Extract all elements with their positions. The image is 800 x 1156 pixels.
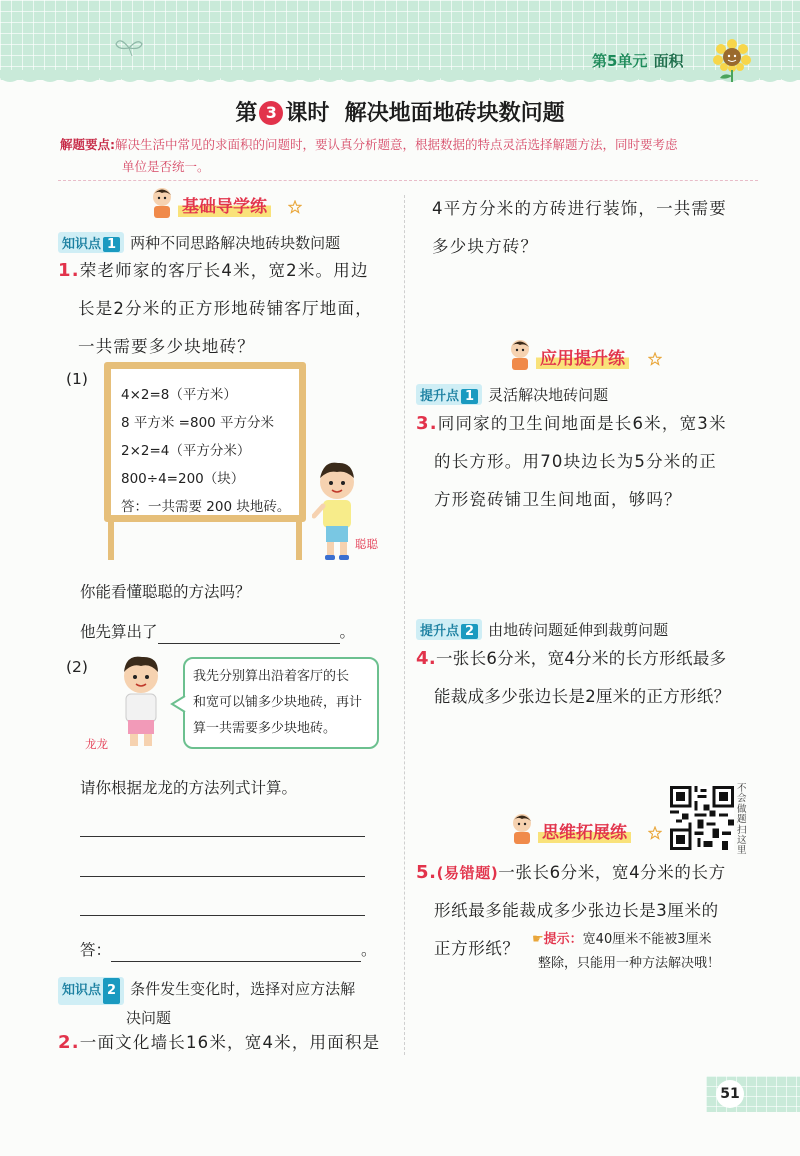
boy-longlong-illustration <box>112 654 170 750</box>
board-leg-left <box>108 520 114 560</box>
title-text: 课时 解决地面地砖块数问题 <box>285 101 565 126</box>
q4-number: 4. <box>416 648 436 669</box>
page-title <box>0 96 800 127</box>
speech-bubble <box>183 657 379 749</box>
kp2-line2: 决问题 <box>126 1009 172 1027</box>
knowledge-point-1 <box>58 232 340 253</box>
q3-line3: 方形瓷砖铺卫生间地面，够吗？ <box>434 490 682 509</box>
q5-tag: (易错题) <box>436 864 499 882</box>
q3-line2: 的长方形。用70块边长为5分米的正 <box>434 452 717 471</box>
q5-number: 5. <box>416 862 437 883</box>
sunflower-icon <box>710 36 754 82</box>
key-points-line2: 单位是否统一。 <box>122 159 210 174</box>
q4-line2: 能裁成多少张边长是2厘米的正方形纸？ <box>434 687 731 706</box>
question-2-continued <box>432 190 772 266</box>
bubble-line-2: 和宽可以铺多少块地砖，再计 <box>193 695 363 710</box>
kp4-tag: 提升点 2 <box>416 619 482 640</box>
unit-label: 第5单元 <box>592 52 648 70</box>
lesson-number-badge: 3 <box>259 101 283 125</box>
qr-code[interactable] <box>670 786 734 850</box>
butterfly-icon <box>112 36 146 58</box>
answer-blank-2[interactable] <box>111 943 361 962</box>
knowledge-point-2 <box>58 976 355 1031</box>
bubble-tail <box>170 694 186 714</box>
section-extend-label: 思维拓展练 <box>538 818 631 843</box>
boy1-name: 聪聪 <box>355 537 378 551</box>
header-wave <box>0 70 800 94</box>
page-number-band <box>706 1076 800 1112</box>
title-prefix: 第 <box>235 101 258 126</box>
board-line-2: 8 平方米 =800 平方分米 <box>121 415 275 431</box>
part2-label: (2) <box>66 658 88 676</box>
question-3 <box>416 405 766 519</box>
bubble-line-3: 算一共需要多少块地砖。 <box>193 721 337 736</box>
q4-line1: 一张长6分米，宽4分米的长方形纸最多 <box>435 649 727 668</box>
q5-line2: 形纸最多能裁成多少张边长是3厘米的 <box>434 901 719 920</box>
question-4 <box>416 640 786 716</box>
hint-label: 提示： <box>543 932 583 947</box>
kp2-tag: 知识点 2 <box>58 977 124 1005</box>
answer-row: 答： 。 <box>80 938 377 962</box>
section-apply <box>506 342 676 372</box>
board-line-3: 2×2=4（平方分米） <box>121 443 251 459</box>
q3-line1: 同同家的卫生间地面是长6米，宽3米 <box>437 414 727 433</box>
q2-line1: 一面文化墙长16米，宽4米，用面积是 <box>79 1033 381 1052</box>
kp1-tag: 知识点 1 <box>58 232 124 253</box>
unit-tag <box>592 50 683 71</box>
board-line-4: 800÷4=200（块） <box>121 471 245 487</box>
ask-calc: 请你根据龙龙的方法列式计算。 <box>80 779 298 797</box>
section-basic-label: 基础导学练 <box>178 192 271 217</box>
q1-line2: 长是2分米的正方形地砖铺客厅地面， <box>78 299 373 318</box>
question-2 <box>58 1024 403 1062</box>
q2-line3: 多少块方砖？ <box>432 237 539 256</box>
section-extend <box>508 816 678 846</box>
q1-line1: 荣老师家的客厅长4米，宽2米。用边 <box>79 261 369 280</box>
boy2-name: 龙龙 <box>85 737 108 751</box>
section-apply-label: 应用提升练 <box>536 344 629 369</box>
ask-understand: 你能看懂聪聪的方法吗？ <box>80 583 251 601</box>
q2-line2: 4平方分米的方砖进行装饰，一共需要 <box>432 199 727 218</box>
answer-line-1[interactable] <box>80 836 365 837</box>
q1-line3: 一共需要多少块地砖？ <box>78 337 255 356</box>
key-points-line1: 解决生活中常见的求面积的问题时，要认真分析题意，根据数据的特点灵活选择解题方法，同时要考虑 <box>115 137 678 152</box>
student-icon <box>148 186 176 220</box>
answer-label: 答： <box>80 941 112 959</box>
qr-caption: 不会做题扫这里 <box>737 783 747 857</box>
section-basic <box>148 190 318 220</box>
hint-line2: 整除，只能用一种方法解决哦！ <box>538 956 721 971</box>
kp1-text: 两种不同思路解决地砖块数问题 <box>130 234 341 252</box>
question-1 <box>58 252 398 366</box>
part1-label: (1) <box>66 370 88 388</box>
student-icon <box>506 338 534 372</box>
student-icon <box>508 812 536 846</box>
star-icon <box>648 352 662 366</box>
page-number: 51 <box>716 1080 744 1108</box>
key-points <box>60 134 748 178</box>
kp4-text: 由地砖问题延伸到裁剪问题 <box>488 621 669 639</box>
star-icon <box>288 200 302 214</box>
star-icon <box>648 826 662 840</box>
improve-point-1 <box>416 384 608 405</box>
board-line-1: 4×2=8（平方米） <box>121 387 237 403</box>
unit-topic: 面积 <box>653 52 684 70</box>
board-line-5: 答：一共需要 200 块地砖。 <box>121 499 291 515</box>
ask-first-step-text: 他先算出了 <box>80 623 158 641</box>
board-leg-right <box>296 520 302 560</box>
hint-line1: 宽40厘米不能被3厘米 <box>582 932 712 947</box>
q2-number: 2. <box>58 1032 80 1053</box>
q5-line3: 正方形纸？ <box>434 939 520 958</box>
answer-line-2[interactable] <box>80 876 365 877</box>
answer-line-3[interactable] <box>80 915 365 916</box>
q1-number: 1. <box>58 260 80 281</box>
kp3-text: 灵活解决地砖问题 <box>488 386 609 404</box>
chalkboard <box>104 362 306 522</box>
column-divider <box>404 195 405 1055</box>
hint-box <box>532 928 752 976</box>
bubble-line-1: 我先分别算出沿着客厅的长 <box>193 669 350 684</box>
q5-line1: 一张长6分米，宽4分米的长方 <box>498 863 726 882</box>
key-points-label: 解题要点: <box>60 137 115 152</box>
key-points-divider <box>58 180 758 181</box>
ask-first-step: 他先算出了 。 <box>80 620 355 644</box>
hint-icon: ☛ <box>532 932 544 947</box>
improve-point-2 <box>416 619 668 640</box>
kp3-tag: 提升点 1 <box>416 384 482 405</box>
q3-number: 3. <box>416 413 438 434</box>
answer-blank-1[interactable] <box>158 625 340 644</box>
kp2-line1: 条件发生变化时，选择对应方法解 <box>130 980 356 998</box>
